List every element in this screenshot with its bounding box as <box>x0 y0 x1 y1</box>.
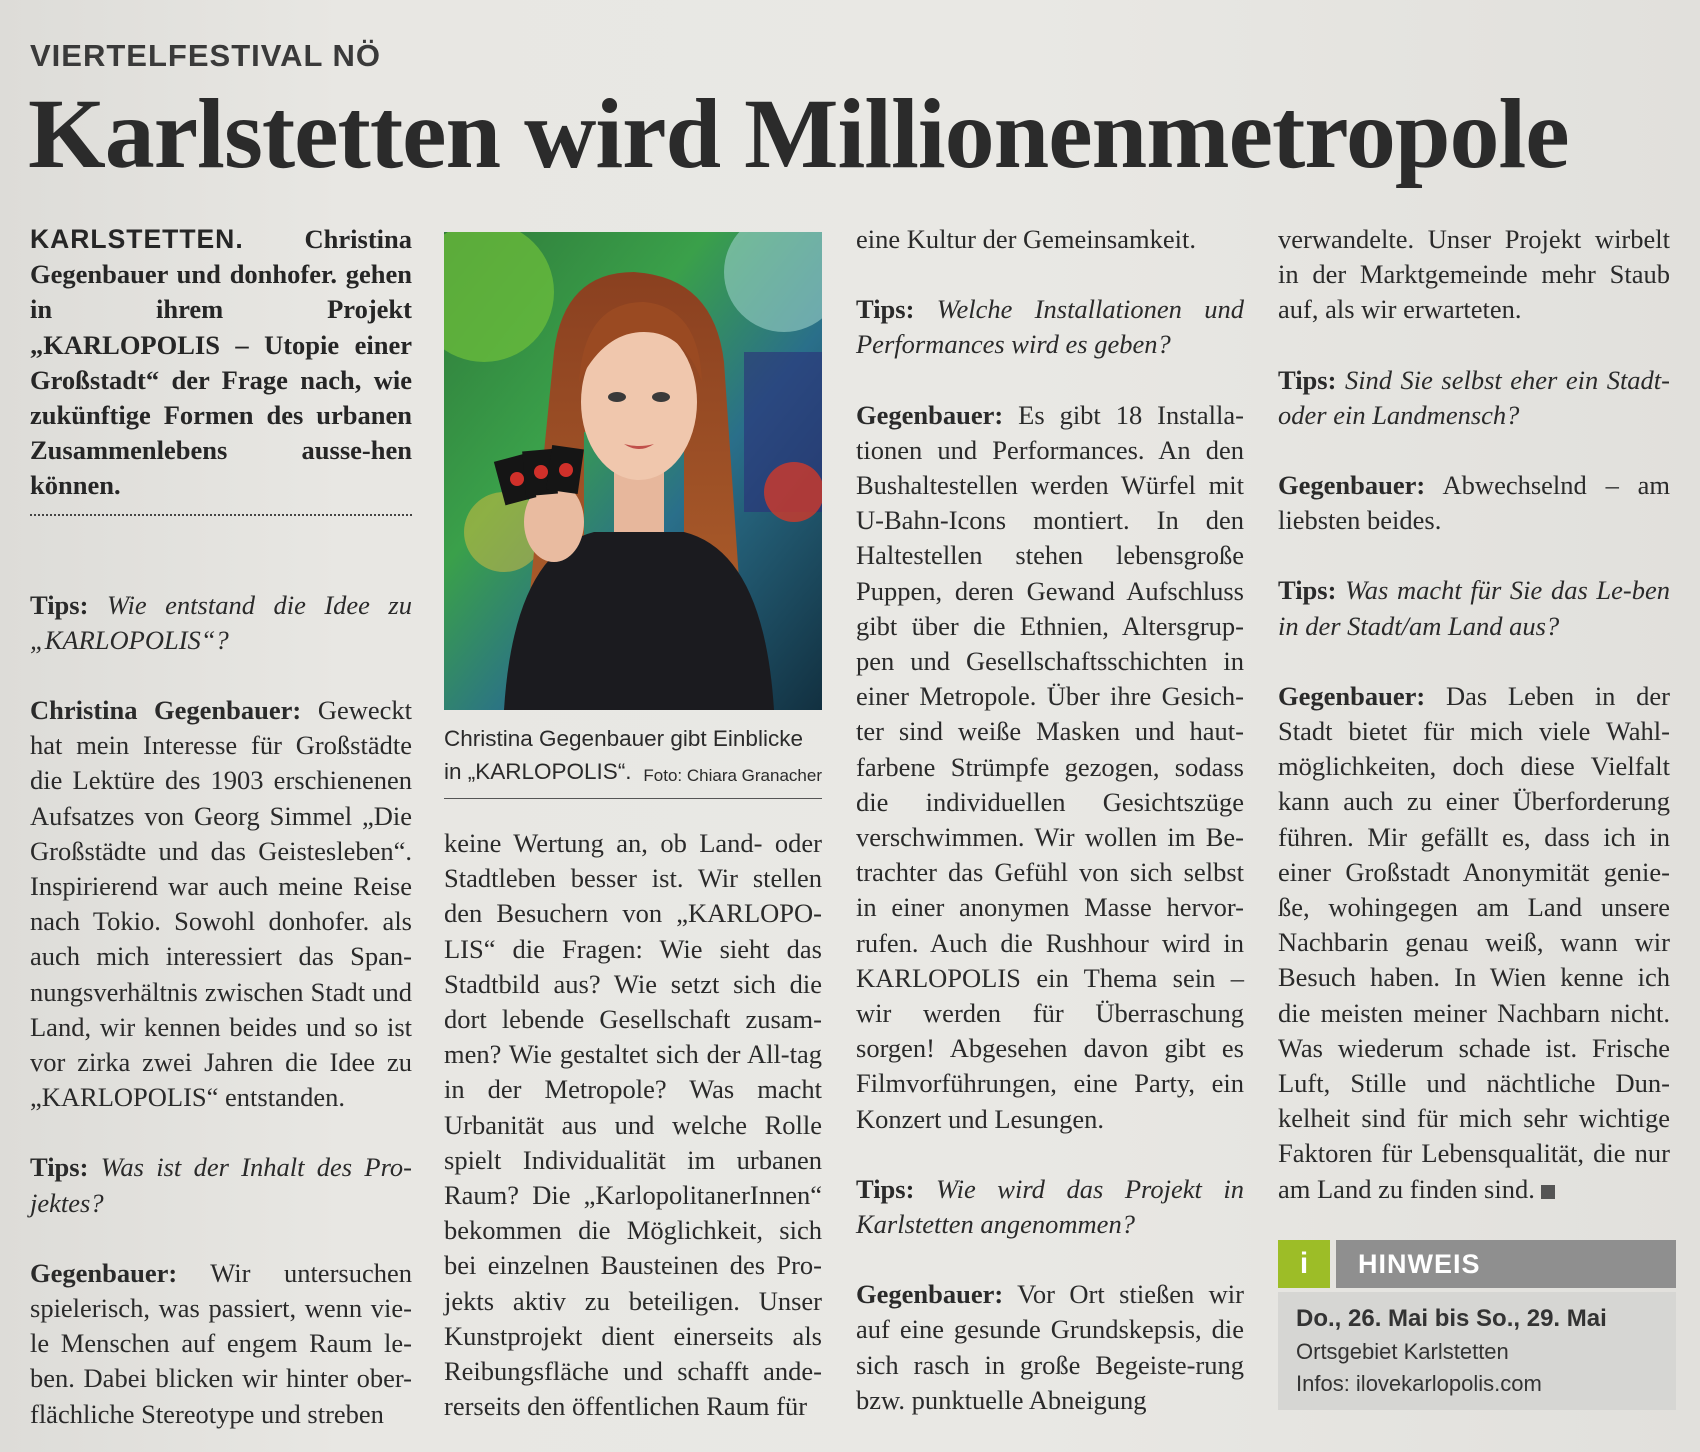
answer-speaker: Christina Gegenbauer: <box>30 695 302 726</box>
answer <box>30 693 412 1115</box>
event-location: Ortsgebiet Karlstetten <box>1296 1339 1509 1364</box>
photo-credit: Foto: Chiara Granacher <box>643 766 822 785</box>
question-label: Tips: <box>856 1173 915 1204</box>
question <box>856 292 1244 362</box>
event-date: Do., 26. Mai bis So., 29. Mai <box>1296 1305 1607 1332</box>
question-label: Tips: <box>30 589 89 620</box>
body-text: verwandelte. Unser Projekt wirbelt in der Marktgemeinde mehr Staub auf, als wir erwarteten. <box>1278 224 1670 325</box>
question <box>30 588 412 658</box>
event-website[interactable]: Infos: ilovekarlopolis.com <box>1296 1371 1542 1396</box>
article-column-4 <box>1278 222 1670 1207</box>
question-text: Welche Installationen und Performances wird es geben? <box>856 294 1244 360</box>
question-label: Tips: <box>1278 364 1337 395</box>
portrait-illustration <box>444 232 822 710</box>
question <box>856 1172 1244 1242</box>
article-photo <box>444 232 822 710</box>
info-box <box>1278 1240 1676 1412</box>
question-label: Tips: <box>856 294 915 325</box>
answer-text: Abwechselnd – am liebsten beides. <box>1278 470 1670 536</box>
answer-text: Geweckt hat mein Interesse für Großstädte die Lektüre des 1903 erschienenen Aufsatzes von Georg Simmel „Die Großstädte und das Geistesleben“. Inspirierend war auch meine Reise nach Tokio. Sowohl donhofer. als auch mich interessiert das Span-nungsverhältnis zwischen Stadt und Land, wir kennen beides und so ist vor zirka zwei Jahren die Idee zu „KARLOPOLIS“ entstanden. <box>30 695 412 1113</box>
answer <box>1278 468 1670 538</box>
dateline: KARLSTETTEN. <box>30 224 244 254</box>
question <box>30 1150 412 1220</box>
answer-speaker: Gegenbauer: <box>856 1279 1004 1310</box>
photo-caption <box>444 722 822 799</box>
dotted-divider <box>30 514 412 516</box>
answer-text: Wir untersuchen spielerisch, was passiert, wenn vie-le Menschen auf engem Raum le-ben. Dabei blicken wir hinter ober-flächliche Stereotype und streben <box>30 1257 412 1429</box>
end-of-article-mark <box>1541 1185 1555 1199</box>
article-column-1 <box>30 222 412 1432</box>
answer-text: Es gibt 18 Installa-tionen und Performances. An den Bushaltestellen werden Würfel mit U-Bahn-Icons montiert. In den Haltestellen stehen lebensgroße Puppen, deren Gewand Aufschluss gibt über die Ethnien, Altersgrup-pen und Gesellschaftsschichten in einer Metropole. Über ihre Gesich-ter sind weiße Masken und haut-farbene Strümpfe gezogen, sodass die individuellen Gesichtszüge verschwimmen. Wir wollen im Be-trachter das Gefühl von sich selbst in einer anonymen Masse hervor-rufen. Auch die Rushhour wird in KARLOPOLIS ein Thema sein – wir werden für Überraschung sorgen! Abgesehen davon gibt es Filmvorführungen, eine Party, ein Konzert und Lesungen. <box>856 399 1244 1134</box>
lead-paragraph <box>30 222 412 504</box>
caption-text: Christina Gegenbauer gibt Einblicke in „KARLOPOLIS“. <box>444 726 803 784</box>
question <box>1278 573 1670 643</box>
body-text: eine Kultur der Gemeinsamkeit. <box>856 224 1196 254</box>
question-text: Wie entstand die Idee zu „KARLOPOLIS“? <box>30 589 412 655</box>
answer-speaker: Gegenbauer: <box>30 1257 178 1288</box>
answer-text: Das Leben in der Stadt bietet für mich viele Wahl-möglichkeiten, doch diese Vielfalt kann auch zu einer Überforderung führen. Mir gefällt es, dass ich in einer Großstadt Anonymität genie-ße, wohingegen am Land unsere Nachbarin genau weiß, wann wir Besuch haben. In Wien kenne ich die meisten meiner Nachbarn nicht. Was wiederum schade ist. Frische Luft, Stille und nächtliche Dun-kelheit sind für mich sehr wichtige Faktoren für Lebensqualität, die nur am Land zu finden sind. <box>1278 680 1671 1204</box>
info-box-body <box>1278 1292 1676 1410</box>
info-icon: i <box>1278 1240 1330 1288</box>
question-text: Sind Sie selbst eher ein Stadt- oder ein Landmensch? <box>1278 364 1670 430</box>
info-box-header <box>1278 1240 1676 1288</box>
answer-text: Vor Ort stießen wir auf eine gesunde Grundskepsis, die sich rasch in große Begeiste-rung bzw. punktuelle Abneigung <box>856 1279 1244 1415</box>
question-label: Tips: <box>1278 575 1337 606</box>
question-text: Wie wird das Projekt in Karlstetten angenommen? <box>856 1173 1245 1240</box>
kicker: VIERTELFESTIVAL NÖ <box>30 38 381 73</box>
info-box-title: HINWEIS <box>1336 1240 1676 1288</box>
lead-text: Christina Gegenbauer und donhofer. gehen in ihrem Projekt „KARLOPOLIS – Utopie einer Großstadt“ der Frage nach, wie zukünftige Formen des urbanen Zusammenlebens ausse-hen können. <box>30 224 412 501</box>
question-text: Was ist der Inhalt des Pro-jektes? <box>30 1152 412 1218</box>
answer-speaker: Gegenbauer: <box>1278 470 1426 501</box>
question-label: Tips: <box>30 1152 89 1183</box>
article-column-3 <box>856 222 1244 1418</box>
answer <box>856 1277 1244 1418</box>
answer <box>856 398 1244 1137</box>
headline: Karlstetten wird Millionenmetropole <box>28 78 1569 189</box>
answer-speaker: Gegenbauer: <box>1278 680 1426 711</box>
answer <box>30 1256 412 1432</box>
body-text: keine Wertung an, ob Land- oder Stadtleben besser ist. Wir stellen den Besuchern von „KARLOPO-LIS“ die Fragen: Wie sieht das Stadtbild aus? Wie setzt sich die dort lebende Gesellschaft zusam-men? Wie gestaltet sich der All-tag in der Metropole? Was macht Urbanität aus und welche Rolle spielt Individualität im urbanen Raum? Die „KarlopolitanerInnen“ bekommen die Möglichkeit, sich bei einzelnen Bausteinen des Pro-jekts aktiv zu beteiligen. Unser Kunstprojekt dient einerseits als Reibungsfläche und schafft ande-rerseits den öffentlichen Raum für <box>444 828 822 1422</box>
article-column-2 <box>444 826 822 1424</box>
question <box>1278 363 1670 433</box>
question-text: Was macht für Sie das Le-ben in der Stadt/am Land aus? <box>1278 575 1671 641</box>
answer-speaker: Gegenbauer: <box>856 399 1004 430</box>
answer <box>1278 679 1670 1207</box>
